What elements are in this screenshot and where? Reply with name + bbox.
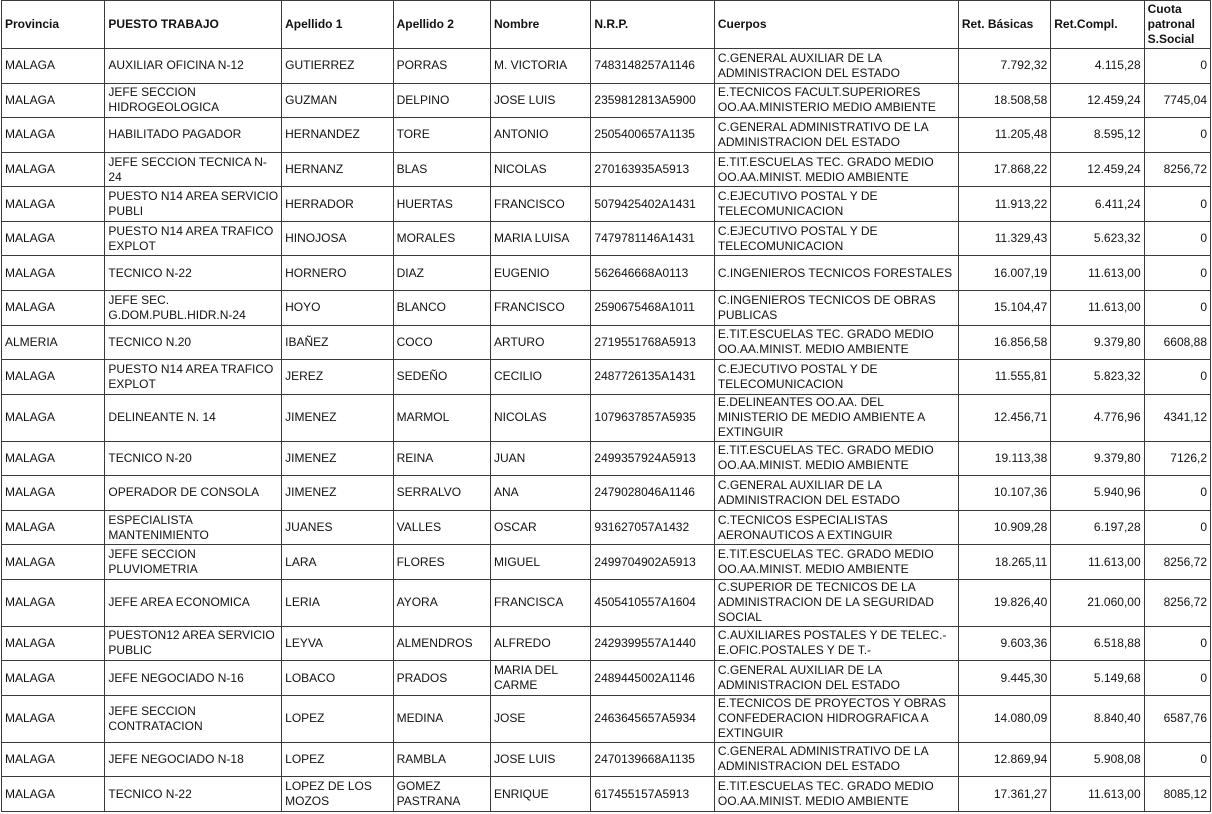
nombre-cell: JOSE LUIS	[490, 742, 590, 777]
provincia-cell: MALAGA	[2, 579, 105, 626]
apellido-1-cell: HERRADOR	[282, 187, 393, 222]
provincia-cell: MALAGA	[2, 394, 105, 441]
nrp-cell: 2487726135A1431	[591, 360, 715, 395]
provincia-cell: MALAGA	[2, 742, 105, 777]
ret-compl-cell: 5.908,08	[1051, 742, 1144, 777]
cuota-patronal-cell: 8256,72	[1144, 545, 1210, 580]
table-row	[2, 49, 1211, 84]
ret-compl-cell: 11.613,00	[1051, 291, 1144, 326]
cuerpos-cell: E.TIT.ESCUELAS TEC. GRADO MEDIO OO.AA.MINIST. MEDIO AMBIENTE	[714, 152, 958, 187]
cuerpos-cell: C.EJECUTIVO POSTAL Y DE TELECOMUNICACION	[714, 187, 958, 222]
cuota-patronal-cell: 0	[1144, 476, 1210, 511]
provincia-cell: MALAGA	[2, 777, 105, 812]
nombre-cell: ALFREDO	[490, 626, 590, 661]
apellido-1-cell: JIMENEZ	[282, 441, 393, 476]
table-row	[2, 476, 1211, 511]
cuota-patronal-cell: 0	[1144, 256, 1210, 291]
ret-compl-cell: 12.459,24	[1051, 83, 1144, 118]
apellido-2-cell: MORALES	[393, 221, 490, 256]
table-row	[2, 441, 1211, 476]
ret-compl-cell: 5.623,32	[1051, 221, 1144, 256]
ret-basicas-cell: 11.329,43	[958, 221, 1050, 256]
cuerpos-cell: C.GENERAL AUXILIAR DE LA ADMINISTRACION DEL ESTADO	[714, 661, 958, 696]
provincia-cell: MALAGA	[2, 545, 105, 580]
nombre-cell: MARIA DEL CARME	[490, 661, 590, 696]
puesto-trabajo-cell: TECNICO N-20	[105, 441, 282, 476]
nrp-cell: 270163935A5913	[591, 152, 715, 187]
puesto-trabajo-cell: DELINEANTE N. 14	[105, 394, 282, 441]
nrp-cell: 7483148257A1146	[591, 49, 715, 84]
nrp-cell: 2719551768A5913	[591, 325, 715, 360]
ret-basicas-cell: 7.792,32	[958, 49, 1050, 84]
nrp-cell: 617455157A5913	[591, 777, 715, 812]
puesto-trabajo-cell: JEFE SECCION HIDROGEOLOGICA	[105, 83, 282, 118]
cuota-patronal-cell: 6587,76	[1144, 695, 1210, 742]
ret-compl-cell: 6.518,88	[1051, 626, 1144, 661]
ret-compl-cell: 11.613,00	[1051, 256, 1144, 291]
apellido-1-cell: JEREZ	[282, 360, 393, 395]
header-provincia: Provincia	[2, 1, 105, 49]
ret-compl-cell: 4.115,28	[1051, 49, 1144, 84]
puesto-trabajo-cell: JEFE AREA ECONOMICA	[105, 579, 282, 626]
nombre-cell: JUAN	[490, 441, 590, 476]
provincia-cell: ALMERIA	[2, 325, 105, 360]
apellido-1-cell: JIMENEZ	[282, 394, 393, 441]
nombre-cell: CECILIO	[490, 360, 590, 395]
apellido-1-cell: IBAÑEZ	[282, 325, 393, 360]
apellido-2-cell: REINA	[393, 441, 490, 476]
puesto-trabajo-cell: PUESTO N14 AREA SERVICIO PUBLI	[105, 187, 282, 222]
puesto-trabajo-cell: PUESTON12 AREA SERVICIO PUBLIC	[105, 626, 282, 661]
provincia-cell: MALAGA	[2, 187, 105, 222]
puesto-trabajo-cell: JEFE SECCION PLUVIOMETRIA	[105, 545, 282, 580]
apellido-1-cell: LEYVA	[282, 626, 393, 661]
cuota-patronal-cell: 0	[1144, 510, 1210, 545]
cuerpos-cell: E.TECNICOS DE PROYECTOS Y OBRAS CONFEDERACION HIDROGRAFICA A EXTINGUIR	[714, 695, 958, 742]
cuerpos-cell: C.EJECUTIVO POSTAL Y DE TELECOMUNICACION	[714, 360, 958, 395]
puesto-trabajo-cell: PUESTO N14 AREA TRAFICO EXPLOT	[105, 360, 282, 395]
header-cuerpos: Cuerpos	[714, 1, 958, 49]
nrp-cell: 5079425402A1431	[591, 187, 715, 222]
provincia-cell: MALAGA	[2, 695, 105, 742]
table-row	[2, 510, 1211, 545]
header-ret-compl: Ret.Compl.	[1051, 1, 1144, 49]
apellido-2-cell: TORE	[393, 118, 490, 153]
nrp-cell: 2470139668A1135	[591, 742, 715, 777]
cuota-patronal-cell: 0	[1144, 49, 1210, 84]
nombre-cell: NICOLAS	[490, 394, 590, 441]
apellido-1-cell: LOPEZ	[282, 695, 393, 742]
personnel-table	[1, 0, 1211, 812]
nrp-cell: 2463645657A5934	[591, 695, 715, 742]
ret-basicas-cell: 10.107,36	[958, 476, 1050, 511]
ret-basicas-cell: 11.555,81	[958, 360, 1050, 395]
header-row	[2, 1, 1211, 49]
cuerpos-cell: E.TIT.ESCUELAS TEC. GRADO MEDIO OO.AA.MINIST. MEDIO AMBIENTE	[714, 325, 958, 360]
provincia-cell: MALAGA	[2, 476, 105, 511]
nombre-cell: JOSE	[490, 695, 590, 742]
nombre-cell: ANTONIO	[490, 118, 590, 153]
cuota-patronal-cell: 8256,72	[1144, 579, 1210, 626]
ret-compl-cell: 12.459,24	[1051, 152, 1144, 187]
table-row	[2, 291, 1211, 326]
apellido-2-cell: VALLES	[393, 510, 490, 545]
puesto-trabajo-cell: JEFE SECCION TECNICA N-24	[105, 152, 282, 187]
header-nombre: Nombre	[490, 1, 590, 49]
nrp-cell: 931627057A1432	[591, 510, 715, 545]
nrp-cell: 4505410557A1604	[591, 579, 715, 626]
apellido-1-cell: GUTIERREZ	[282, 49, 393, 84]
puesto-trabajo-cell: HABILITADO PAGADOR	[105, 118, 282, 153]
cuerpos-cell: C.GENERAL ADMINISTRATIVO DE LA ADMINISTRACION DEL ESTADO	[714, 742, 958, 777]
header-nrp: N.R.P.	[591, 1, 715, 49]
nombre-cell: OSCAR	[490, 510, 590, 545]
apellido-1-cell: LOPEZ	[282, 742, 393, 777]
cuota-patronal-cell: 6608,88	[1144, 325, 1210, 360]
nrp-cell: 2499357924A5913	[591, 441, 715, 476]
ret-compl-cell: 4.776,96	[1051, 394, 1144, 441]
apellido-2-cell: GOMEZ PASTRANA	[393, 777, 490, 812]
cuerpos-cell: E.TECNICOS FACULT.SUPERIORES OO.AA.MINISTERIO MEDIO AMBIENTE	[714, 83, 958, 118]
cuota-patronal-cell: 0	[1144, 360, 1210, 395]
nrp-cell: 2505400657A1135	[591, 118, 715, 153]
provincia-cell: MALAGA	[2, 118, 105, 153]
table-row	[2, 777, 1211, 812]
nrp-cell: 2429399557A1440	[591, 626, 715, 661]
ret-basicas-cell: 16.007,19	[958, 256, 1050, 291]
table-row	[2, 545, 1211, 580]
table-row	[2, 325, 1211, 360]
ret-compl-cell: 6.197,28	[1051, 510, 1144, 545]
provincia-cell: MALAGA	[2, 256, 105, 291]
ret-basicas-cell: 11.913,22	[958, 187, 1050, 222]
apellido-1-cell: HERNANZ	[282, 152, 393, 187]
puesto-trabajo-cell: TECNICO N.20	[105, 325, 282, 360]
apellido-2-cell: PRADOS	[393, 661, 490, 696]
ret-basicas-cell: 17.868,22	[958, 152, 1050, 187]
table-row	[2, 695, 1211, 742]
header-cuota-patronal: Cuota patronal S.Social	[1144, 1, 1210, 49]
apellido-2-cell: SERRALVO	[393, 476, 490, 511]
apellido-1-cell: JUANES	[282, 510, 393, 545]
provincia-cell: MALAGA	[2, 221, 105, 256]
nombre-cell: MIGUEL	[490, 545, 590, 580]
cuota-patronal-cell: 0	[1144, 291, 1210, 326]
provincia-cell: MALAGA	[2, 441, 105, 476]
cuerpos-cell: C.GENERAL ADMINISTRATIVO DE LA ADMINISTRACION DEL ESTADO	[714, 118, 958, 153]
puesto-trabajo-cell: OPERADOR DE CONSOLA	[105, 476, 282, 511]
nombre-cell: ENRIQUE	[490, 777, 590, 812]
header-ret-basicas: Ret. Básicas	[958, 1, 1050, 49]
cuerpos-cell: C.GENERAL AUXILIAR DE LA ADMINISTRACION DEL ESTADO	[714, 49, 958, 84]
ret-basicas-cell: 16.856,58	[958, 325, 1050, 360]
nrp-cell: 562646668A0113	[591, 256, 715, 291]
header-apellido-1: Apellido 1	[282, 1, 393, 49]
apellido-2-cell: DELPINO	[393, 83, 490, 118]
header-puesto-trabajo: PUESTO TRABAJO	[105, 1, 282, 49]
provincia-cell: MALAGA	[2, 291, 105, 326]
nrp-cell: 1079637857A5935	[591, 394, 715, 441]
table-row	[2, 360, 1211, 395]
ret-basicas-cell: 18.508,58	[958, 83, 1050, 118]
table-row	[2, 626, 1211, 661]
ret-basicas-cell: 10.909,28	[958, 510, 1050, 545]
ret-basicas-cell: 12.456,71	[958, 394, 1050, 441]
cuerpos-cell: C.INGENIEROS TECNICOS FORESTALES	[714, 256, 958, 291]
cuerpos-cell: C.TECNICOS ESPECIALISTAS AERONAUTICOS A EXTINGUIR	[714, 510, 958, 545]
provincia-cell: MALAGA	[2, 626, 105, 661]
apellido-2-cell: BLANCO	[393, 291, 490, 326]
cuota-patronal-cell: 0	[1144, 187, 1210, 222]
ret-compl-cell: 9.379,80	[1051, 325, 1144, 360]
ret-compl-cell: 9.379,80	[1051, 441, 1144, 476]
table-row	[2, 118, 1211, 153]
ret-compl-cell: 11.613,00	[1051, 545, 1144, 580]
ret-basicas-cell: 18.265,11	[958, 545, 1050, 580]
cuerpos-cell: C.INGENIEROS TECNICOS DE OBRAS PUBLICAS	[714, 291, 958, 326]
ret-compl-cell: 5.149,68	[1051, 661, 1144, 696]
cuota-patronal-cell: 8256,72	[1144, 152, 1210, 187]
apellido-2-cell: PORRAS	[393, 49, 490, 84]
nrp-cell: 2489445002A1146	[591, 661, 715, 696]
nombre-cell: JOSE LUIS	[490, 83, 590, 118]
apellido-1-cell: HERNANDEZ	[282, 118, 393, 153]
table-row	[2, 661, 1211, 696]
cuerpos-cell: E.TIT.ESCUELAS TEC. GRADO MEDIO OO.AA.MINIST. MEDIO AMBIENTE	[714, 777, 958, 812]
provincia-cell: MALAGA	[2, 152, 105, 187]
apellido-2-cell: AYORA	[393, 579, 490, 626]
cuerpos-cell: C.AUXILIARES POSTALES Y DE TELEC.-E.OFIC.POSTALES Y DE T.-	[714, 626, 958, 661]
ret-compl-cell: 8.840,40	[1051, 695, 1144, 742]
cuota-patronal-cell: 0	[1144, 661, 1210, 696]
cuota-patronal-cell: 7126,2	[1144, 441, 1210, 476]
puesto-trabajo-cell: PUESTO N14 AREA TRAFICO EXPLOT	[105, 221, 282, 256]
provincia-cell: MALAGA	[2, 83, 105, 118]
apellido-2-cell: MEDINA	[393, 695, 490, 742]
apellido-1-cell: LOBACO	[282, 661, 393, 696]
apellido-1-cell: GUZMAN	[282, 83, 393, 118]
header-apellido-2: Apellido 2	[393, 1, 490, 49]
apellido-1-cell: LARA	[282, 545, 393, 580]
nombre-cell: EUGENIO	[490, 256, 590, 291]
cuota-patronal-cell: 4341,12	[1144, 394, 1210, 441]
ret-basicas-cell: 9.445,30	[958, 661, 1050, 696]
cuota-patronal-cell: 7745,04	[1144, 83, 1210, 118]
puesto-trabajo-cell: TECNICO N-22	[105, 256, 282, 291]
cuerpos-cell: C.GENERAL AUXILIAR DE LA ADMINISTRACION DEL ESTADO	[714, 476, 958, 511]
apellido-2-cell: ALMENDROS	[393, 626, 490, 661]
puesto-trabajo-cell: JEFE SECCION CONTRATACION	[105, 695, 282, 742]
apellido-1-cell: JIMENEZ	[282, 476, 393, 511]
apellido-1-cell: LERIA	[282, 579, 393, 626]
apellido-1-cell: HORNERO	[282, 256, 393, 291]
apellido-2-cell: SEDEÑO	[393, 360, 490, 395]
nombre-cell: FRANCISCO	[490, 187, 590, 222]
nrp-cell: 7479781146A1431	[591, 221, 715, 256]
nrp-cell: 2479028046A1146	[591, 476, 715, 511]
table-row	[2, 579, 1211, 626]
ret-basicas-cell: 15.104,47	[958, 291, 1050, 326]
apellido-1-cell: HOYO	[282, 291, 393, 326]
cuota-patronal-cell: 0	[1144, 118, 1210, 153]
ret-compl-cell: 21.060,00	[1051, 579, 1144, 626]
puesto-trabajo-cell: ESPECIALISTA MANTENIMIENTO	[105, 510, 282, 545]
nombre-cell: M. VICTORIA	[490, 49, 590, 84]
nombre-cell: MARIA LUISA	[490, 221, 590, 256]
apellido-2-cell: DIAZ	[393, 256, 490, 291]
provincia-cell: MALAGA	[2, 661, 105, 696]
nrp-cell: 2499704902A5913	[591, 545, 715, 580]
table-row	[2, 221, 1211, 256]
nombre-cell: NICOLAS	[490, 152, 590, 187]
table-row	[2, 152, 1211, 187]
ret-basicas-cell: 9.603,36	[958, 626, 1050, 661]
nombre-cell: FRANCISCA	[490, 579, 590, 626]
provincia-cell: MALAGA	[2, 49, 105, 84]
ret-compl-cell: 5.940,96	[1051, 476, 1144, 511]
puesto-trabajo-cell: AUXILIAR OFICINA N-12	[105, 49, 282, 84]
cuota-patronal-cell: 0	[1144, 742, 1210, 777]
ret-compl-cell: 8.595,12	[1051, 118, 1144, 153]
apellido-2-cell: FLORES	[393, 545, 490, 580]
cuerpos-cell: E.TIT.ESCUELAS TEC. GRADO MEDIO OO.AA.MINIST. MEDIO AMBIENTE	[714, 441, 958, 476]
apellido-1-cell: HINOJOSA	[282, 221, 393, 256]
ret-basicas-cell: 11.205,48	[958, 118, 1050, 153]
ret-compl-cell: 6.411,24	[1051, 187, 1144, 222]
cuerpos-cell: C.SUPERIOR DE TECNICOS DE LA ADMINISTRACION DE LA SEGURIDAD SOCIAL	[714, 579, 958, 626]
puesto-trabajo-cell: TECNICO N-22	[105, 777, 282, 812]
puesto-trabajo-cell: JEFE NEGOCIADO N-16	[105, 661, 282, 696]
apellido-2-cell: RAMBLA	[393, 742, 490, 777]
nombre-cell: FRANCISCO	[490, 291, 590, 326]
cuerpos-cell: E.DELINEANTES OO.AA. DEL MINISTERIO DE MEDIO AMBIENTE A EXTINGUIR	[714, 394, 958, 441]
nombre-cell: ARTURO	[490, 325, 590, 360]
table-row	[2, 256, 1211, 291]
cuerpos-cell: C.EJECUTIVO POSTAL Y DE TELECOMUNICACION	[714, 221, 958, 256]
nrp-cell: 2359812813A5900	[591, 83, 715, 118]
ret-basicas-cell: 14.080,09	[958, 695, 1050, 742]
ret-basicas-cell: 19.113,38	[958, 441, 1050, 476]
apellido-1-cell: LOPEZ DE LOS MOZOS	[282, 777, 393, 812]
cuota-patronal-cell: 8085,12	[1144, 777, 1210, 812]
apellido-2-cell: HUERTAS	[393, 187, 490, 222]
ret-basicas-cell: 12.869,94	[958, 742, 1050, 777]
puesto-trabajo-cell: JEFE SEC. G.DOM.PUBL.HIDR.N-24	[105, 291, 282, 326]
nrp-cell: 2590675468A1011	[591, 291, 715, 326]
table-row	[2, 187, 1211, 222]
cuerpos-cell: E.TIT.ESCUELAS TEC. GRADO MEDIO OO.AA.MINIST. MEDIO AMBIENTE	[714, 545, 958, 580]
puesto-trabajo-cell: JEFE NEGOCIADO N-18	[105, 742, 282, 777]
cuota-patronal-cell: 0	[1144, 626, 1210, 661]
ret-basicas-cell: 19.826,40	[958, 579, 1050, 626]
table-row	[2, 83, 1211, 118]
table-row	[2, 394, 1211, 441]
provincia-cell: MALAGA	[2, 360, 105, 395]
ret-compl-cell: 5.823,32	[1051, 360, 1144, 395]
cuota-patronal-cell: 0	[1144, 221, 1210, 256]
table-row	[2, 742, 1211, 777]
ret-compl-cell: 11.613,00	[1051, 777, 1144, 812]
provincia-cell: MALAGA	[2, 510, 105, 545]
apellido-2-cell: MARMOL	[393, 394, 490, 441]
ret-basicas-cell: 17.361,27	[958, 777, 1050, 812]
nombre-cell: ANA	[490, 476, 590, 511]
apellido-2-cell: BLAS	[393, 152, 490, 187]
apellido-2-cell: COCO	[393, 325, 490, 360]
